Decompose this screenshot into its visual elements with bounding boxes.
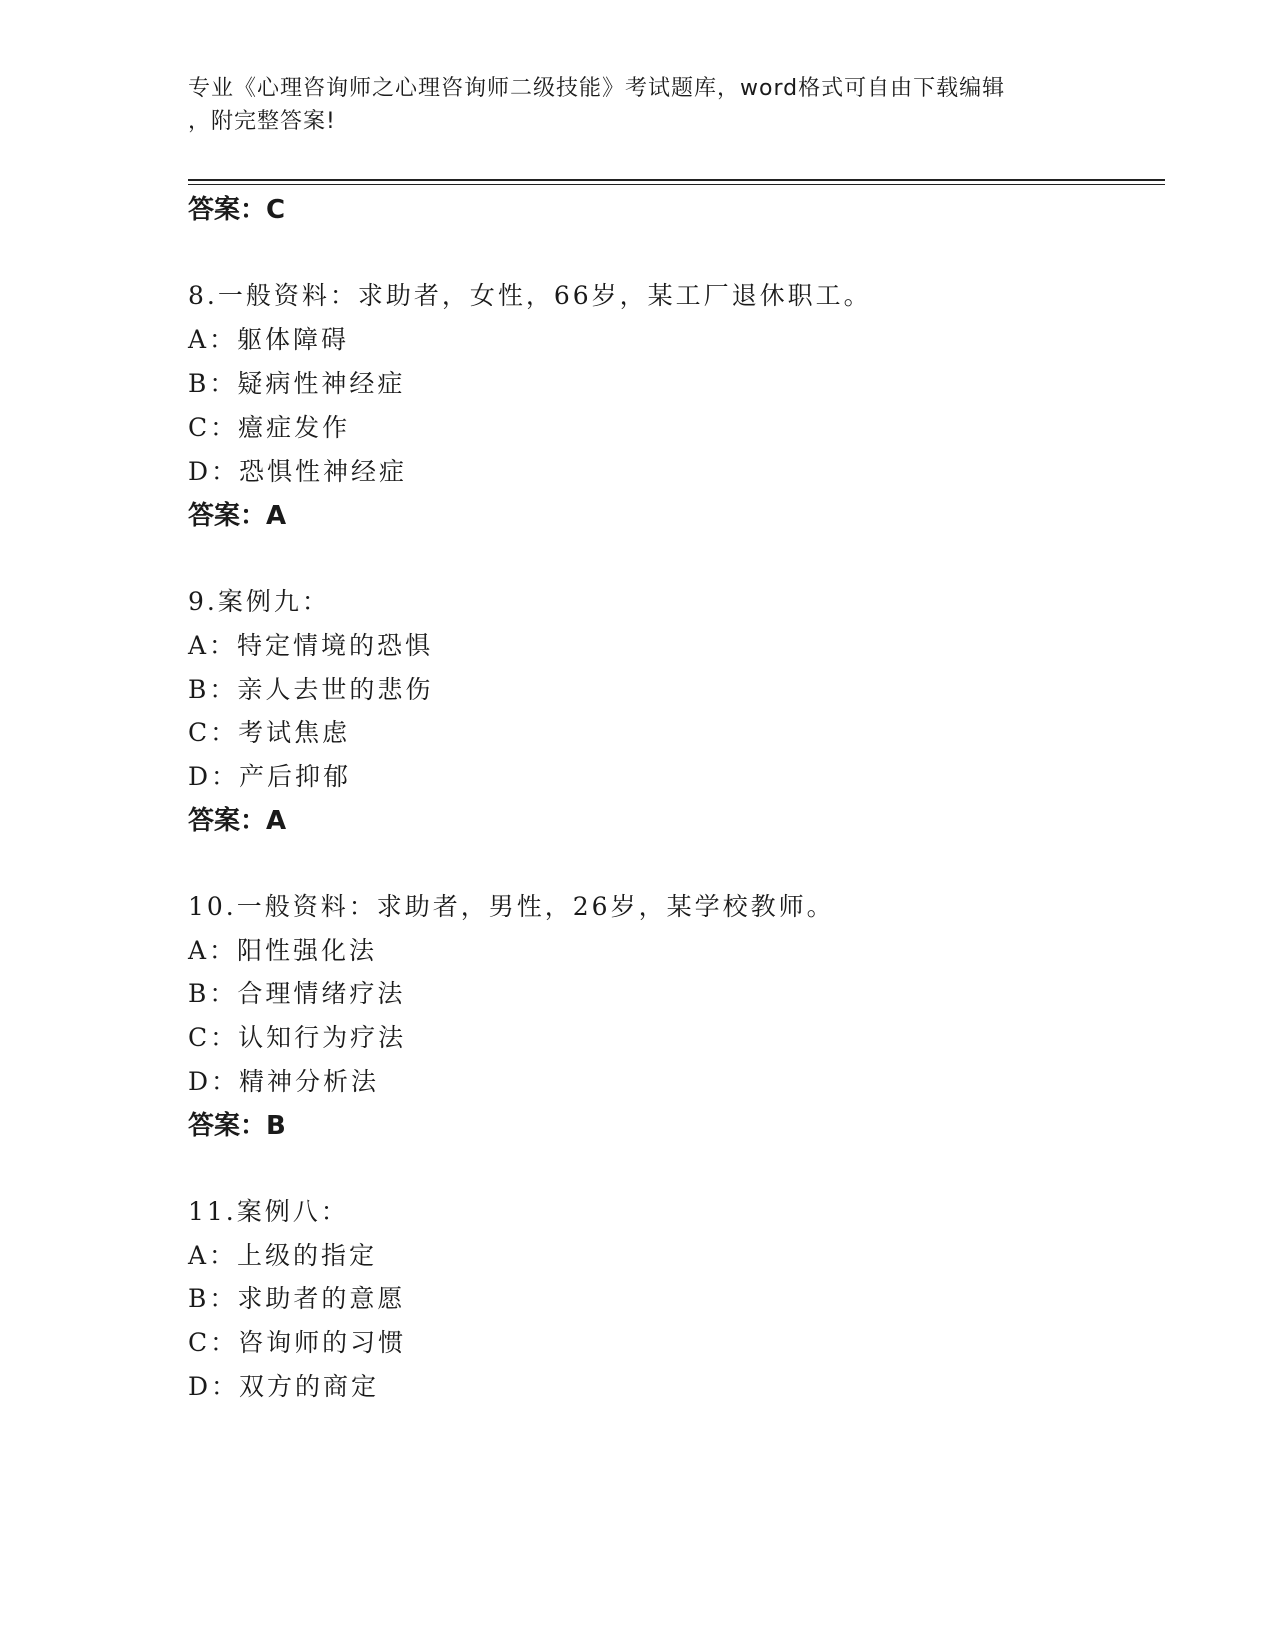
answer: 答案：B	[188, 1111, 286, 1141]
option-c: C：认知行为疗法	[188, 1023, 407, 1052]
option-a: A：特定情境的恐惧	[188, 631, 434, 660]
question-stem: 9.案例九：	[188, 587, 330, 616]
answer: 答案：A	[188, 806, 287, 836]
header-line-1: 专业《心理咨询师之心理咨询师二级技能》考试题库，word格式可自由下载编辑	[188, 76, 1006, 101]
option-c: C：考试焦虑	[188, 718, 351, 747]
answer: 答案：A	[188, 501, 287, 531]
header-divider-thin	[188, 184, 1165, 185]
option-b: B：疑病性神经症	[188, 369, 406, 398]
question-stem: 11.案例八：	[188, 1197, 349, 1226]
document-header	[188, 72, 1088, 138]
header-divider-thick	[188, 179, 1165, 181]
option-b: B：合理情绪疗法	[188, 979, 406, 1008]
option-d: D：双方的商定	[188, 1372, 380, 1401]
option-d: D：产后抑郁	[188, 762, 352, 791]
option-a: A：上级的指定	[188, 1241, 378, 1270]
option-b: B：求助者的意愿	[188, 1284, 406, 1313]
option-a: A：躯体障碍	[188, 325, 350, 354]
question-stem: 10.一般资料：求助者，男性，26岁，某学校教师。	[188, 892, 835, 921]
option-c: C：癔症发作	[188, 413, 351, 442]
option-d: D：精神分析法	[188, 1067, 380, 1096]
option-a: A：阳性强化法	[188, 936, 378, 965]
option-d: D：恐惧性神经症	[188, 457, 408, 486]
option-b: B：亲人去世的悲伤	[188, 675, 434, 704]
question-stem: 8.一般资料：求助者，女性，66岁，某工厂退休职工。	[188, 281, 872, 310]
header-line-2: ，附完整答案!	[188, 109, 336, 134]
option-c: C：咨询师的习惯	[188, 1328, 407, 1357]
previous-answer: 答案：C	[188, 195, 286, 225]
